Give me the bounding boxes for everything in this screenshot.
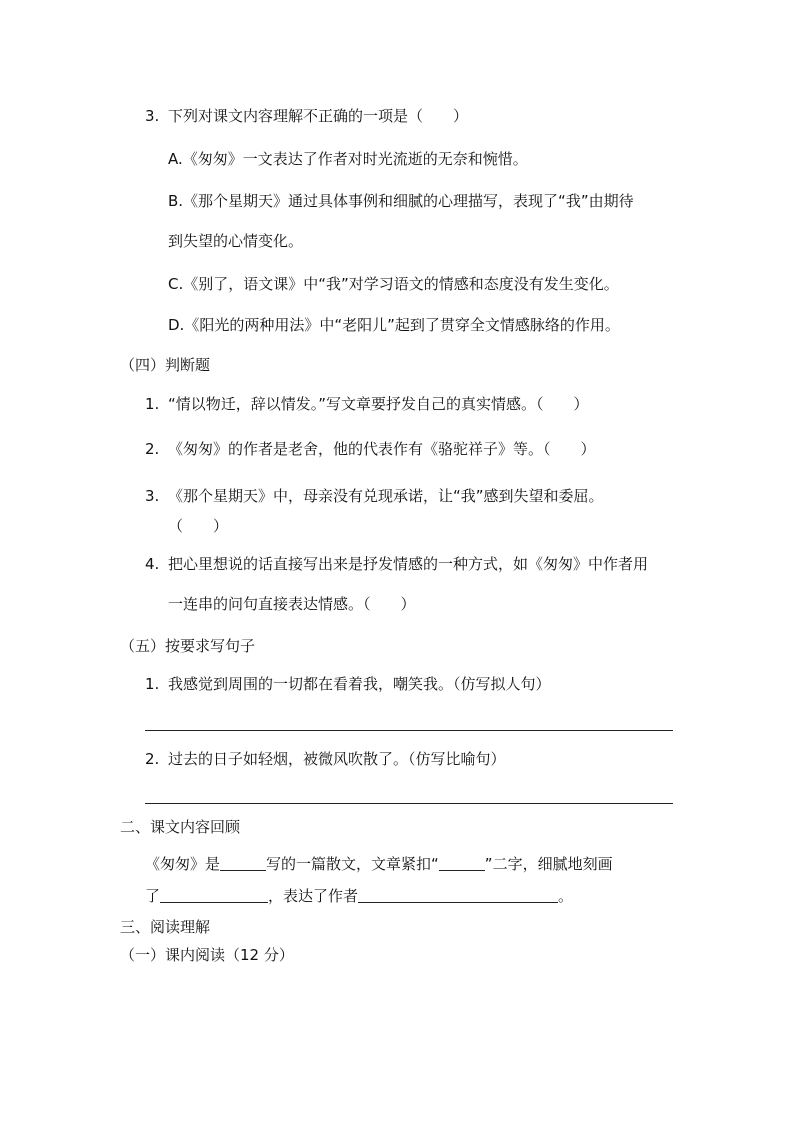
sentence-item-text: 过去的日子如轻烟，被微风吹散了。（仿写比喻句）: [168, 750, 506, 768]
q3-stem-text: 下列对课文内容理解不正确的一项是（ ）: [168, 107, 469, 125]
answer-line-1[interactable]: [145, 730, 673, 731]
recall-text: ，表达了作者: [268, 887, 359, 905]
part3-subtitle: （一）课内阅读（12 分）: [120, 946, 294, 964]
sentence-item-text: 我感觉到周围的一切都在看着我，嘲笑我。（仿写拟人句）: [168, 675, 551, 693]
judge-item-text: 把心里想说的话直接写出来是抒发情感的一种方式，如《匆匆》中作者用: [168, 555, 649, 573]
judge-item-3: [145, 486, 604, 506]
judge-item-number: 2.: [145, 440, 160, 458]
blank-feeling[interactable]: [358, 887, 558, 903]
part2-title: 二、课文内容回顾: [120, 818, 241, 836]
judge-item-number: 4.: [145, 555, 160, 573]
sentence-item-2: [145, 749, 506, 769]
recall-text: 写的一篇散文，文章紧扣“: [266, 855, 439, 873]
q3-option-b-line1: B.《那个星期天》通过具体事例和细腻的心理描写，表现了“我”由期待: [168, 192, 634, 210]
section4-title: （四）判断题: [120, 356, 211, 374]
judge-item-text: 《匆匆》的作者是老舍，他的代表作有《骆驼祥子》等。（ ）: [168, 440, 596, 458]
q3-option-a: A.《匆匆》一文表达了作者对时光流逝的无奈和惋惜。: [168, 150, 528, 168]
recall-text: ”二字，细腻地刻画: [484, 855, 613, 873]
judge-item-2: [145, 439, 596, 459]
answer-line-2[interactable]: [145, 803, 673, 804]
recall-line-1: [145, 854, 613, 874]
judge-item-4-line2: 一连串的问句直接表达情感。（ ）: [168, 595, 416, 613]
blank-author[interactable]: [220, 855, 266, 871]
recall-text: 。: [558, 887, 574, 905]
judge-item-text: 《那个星期天》中，母亲没有兑现承诺，让“我”感到失望和委屈。: [168, 487, 604, 505]
section5-title: （五）按要求写句子: [120, 637, 256, 655]
blank-description[interactable]: [160, 887, 268, 903]
recall-text: 《匆匆》是: [145, 855, 221, 873]
q3-stem: [145, 106, 468, 126]
sentence-item-number: 2.: [145, 750, 160, 768]
judge-item-3-line2: （ ）: [168, 517, 229, 535]
recall-text: 了: [145, 887, 161, 905]
part3-title: 三、阅读理解: [120, 918, 211, 936]
blank-keyword[interactable]: [439, 855, 485, 871]
q3-option-b-line2: 到失望的心情变化。: [168, 232, 304, 250]
q3-option-c: C.《别了，语文课》中“我”对学习语文的情感和态度没有发生变化。: [168, 275, 619, 293]
recall-line-2: [145, 886, 573, 906]
sentence-item-number: 1.: [145, 675, 160, 693]
q3-number: 3.: [145, 107, 160, 125]
judge-item-number: 1.: [145, 395, 160, 413]
judge-item-text: “情以物迁，辞以情发。”写文章要抒发自己的真实情感。（ ）: [168, 395, 589, 413]
judge-item-4: [145, 554, 648, 574]
q3-option-d: D.《阳光的两种用法》中“老阳儿”起到了贯穿全文情感脉络的作用。: [168, 316, 620, 334]
sentence-item-1: [145, 674, 551, 694]
judge-item-number: 3.: [145, 487, 160, 505]
judge-item-1: [145, 394, 589, 414]
